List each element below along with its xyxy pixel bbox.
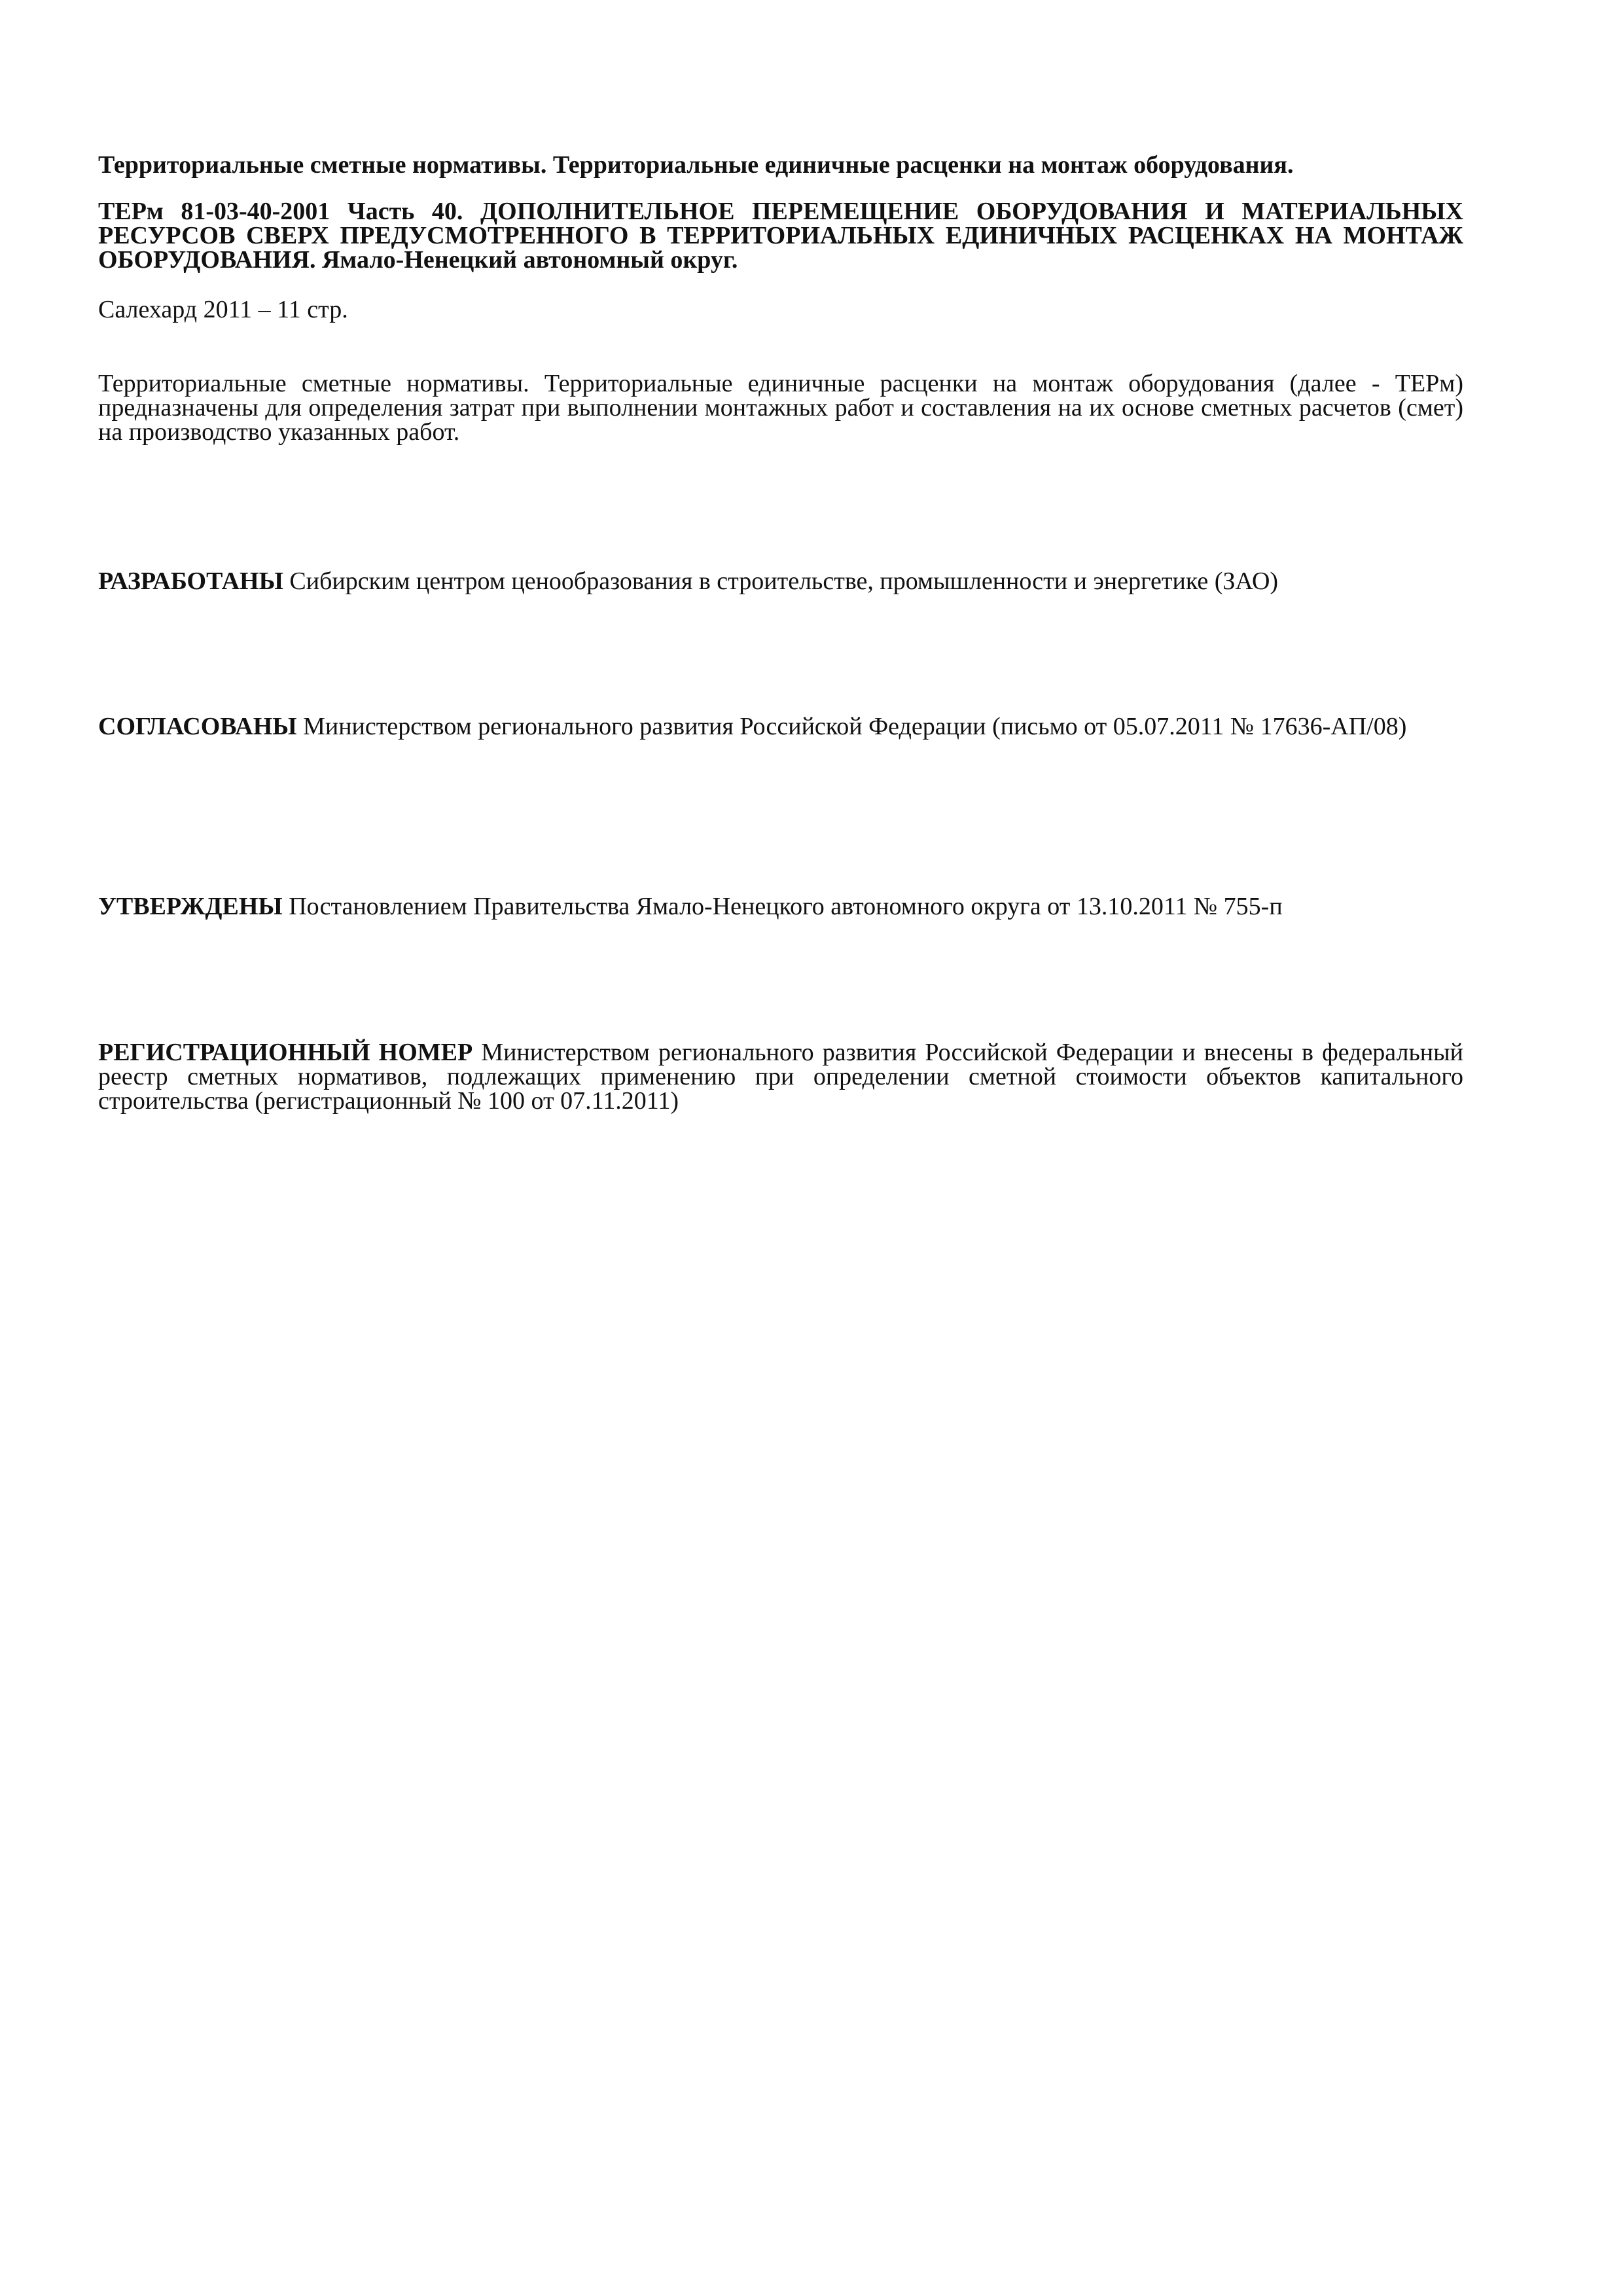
developed-text: Сибирским центром ценообразования в строительстве, промышленности и энергетике (ЗАО) bbox=[289, 567, 1279, 595]
registration-text: Министерством регионального развития Российской Федерации и внесены в федеральный реестр сметных нормативов, подлежащих применению при определении сметной стоимости объектов капитального строительства (регистрационный № 100 от 07.11.2011) bbox=[98, 1039, 1463, 1115]
document-code-title: ТЕРм 81-03-40-2001 Часть 40. ДОПОЛНИТЕЛЬНОЕ ПЕРЕМЕЩЕНИЕ ОБОРУДОВАНИЯ И МАТЕРИАЛЬНЫХ РЕСУРСОВ СВЕРХ ПРЕДУСМОТРЕННОГО В ТЕРРИТОРИАЛЬНЫХ ЕДИНИЧНЫХ РАСЦЕНКАХ НА МОНТАЖ ОБОРУДОВАНИЯ. Ямало-Ненецкий автономный округ. bbox=[98, 198, 1463, 274]
approved-label: УТВЕРЖДЕНЫ bbox=[98, 893, 283, 920]
agreed-by-section bbox=[98, 715, 1463, 739]
approved-text: Постановлением Правительства Ямало-Ненецкого автономного округа от 13.10.2011 № 755-п bbox=[289, 893, 1283, 920]
agreed-label: СОГЛАСОВАНЫ bbox=[98, 713, 297, 740]
document-title: Территориальные сметные нормативы. Территориальные единичные расценки на монтаж оборудования. bbox=[98, 151, 1294, 179]
developed-by-section bbox=[98, 569, 1463, 594]
developed-label: РАЗРАБОТАНЫ bbox=[98, 567, 283, 595]
approved-by-section bbox=[98, 895, 1463, 919]
registration-section bbox=[98, 1041, 1463, 1113]
document-description: Территориальные сметные нормативы. Территориальные единичные расценки на монтаж оборудования (далее - ТЕРм) предназначены для определения затрат при выполнении монтажных работ и составления на их основе сметных расчетов (смет) на производство указанных работ. bbox=[98, 370, 1463, 446]
registration-label: РЕГИСТРАЦИОННЫЙ НОМЕР bbox=[98, 1039, 473, 1066]
document-page bbox=[98, 0, 1463, 2296]
agreed-text: Министерством регионального развития Российской Федерации (письмо от 05.07.2011 № 17636-АП/08) bbox=[303, 713, 1407, 740]
publication-place-pages: Салехард 2011 – 11 стр. bbox=[98, 296, 348, 323]
